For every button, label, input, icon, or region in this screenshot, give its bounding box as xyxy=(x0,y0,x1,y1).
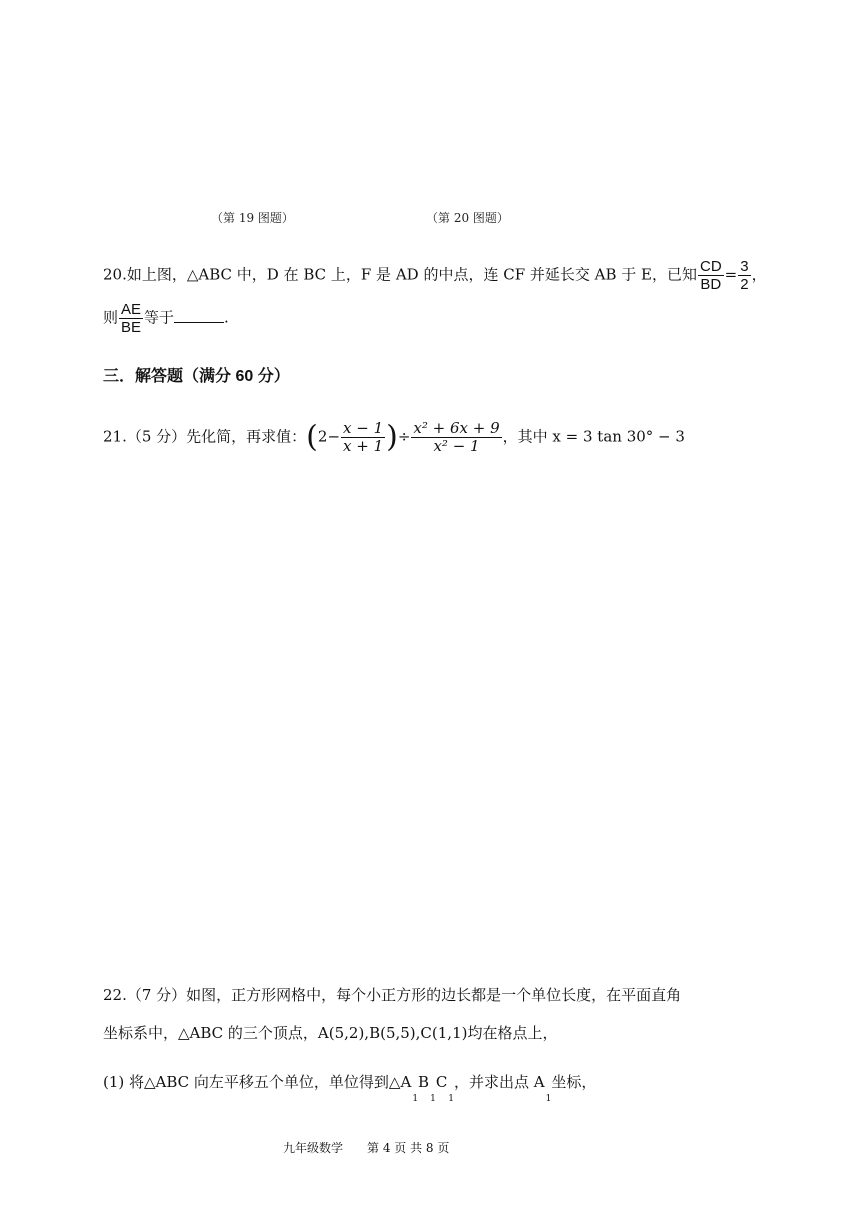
q21-prefix: 21.（5 分）先化简，再求值： xyxy=(103,427,307,446)
fraction-3-2 xyxy=(738,258,750,293)
fraction-denominator: x² − 1 xyxy=(433,437,480,455)
fraction-numerator: AE xyxy=(121,301,142,318)
vertex-c: C xyxy=(435,1073,448,1091)
q22-line3-b: ，并求出点 A xyxy=(454,1073,545,1091)
q22-line3-a: (1) 将△ABC 向左平移五个单位，单位得到△A xyxy=(103,1073,412,1091)
fraction-numerator: x² + 6x + 9 xyxy=(413,419,500,437)
right-paren: ) xyxy=(386,419,398,455)
equals-sign: = xyxy=(724,265,738,284)
figure-19-caption: （第 19 图题） xyxy=(211,211,294,225)
question-22-line3 xyxy=(103,1071,597,1104)
q20-text: 20.如上图，△ABC 中，D 在 BC 上，F 是 AD 的中点，连 CF 并延长交 AB 于 E，已知 xyxy=(103,265,697,284)
subscript: 1 xyxy=(430,1094,436,1104)
fraction-numerator: CD xyxy=(699,258,722,275)
fraction-ae-be xyxy=(119,301,143,336)
fraction-x-minus1-over-x-plus1 xyxy=(341,420,385,455)
q20-text-b: 等于 xyxy=(144,308,175,327)
fraction-denominator: 2 xyxy=(740,276,749,293)
figure-20-caption: （第 20 图题） xyxy=(426,211,509,225)
fraction-denominator: x + 1 xyxy=(343,437,384,455)
comma: ， xyxy=(751,265,767,284)
question-20-line1 xyxy=(103,258,767,293)
period: . xyxy=(224,308,229,327)
fraction-denominator: BE xyxy=(121,319,142,336)
fraction-cd-bd xyxy=(698,258,724,293)
minus-sign: − xyxy=(327,427,341,446)
question-20-line2 xyxy=(103,301,229,336)
fraction-numerator: 3 xyxy=(740,258,749,275)
q20-then: 则 xyxy=(103,308,119,327)
q22-line3-c: 坐标， xyxy=(551,1073,597,1091)
divide-sign: ÷ xyxy=(397,427,411,446)
section-3-heading: 三．解答题（满分 60 分） xyxy=(103,368,290,385)
page-footer: 九年级数学 第 4 页 共 8 页 xyxy=(283,1141,450,1155)
subscript: 1 xyxy=(448,1094,455,1104)
fraction-denominator: BD xyxy=(700,276,722,293)
question-22-line1: 22.（7 分）如图，正方形网格中，每个小正方形的边长都是一个单位长度，在平面直角 xyxy=(103,986,682,1004)
subscript: 1 xyxy=(545,1094,552,1104)
q21-two: 2 xyxy=(317,427,328,446)
subscript: 1 xyxy=(412,1094,419,1104)
question-22-line2: 坐标系中，△ABC 的三个顶点，A(5,2),B(5,5),C(1,1)均在格点上， xyxy=(103,1024,558,1042)
fraction-quadratics xyxy=(411,420,501,455)
answer-blank[interactable] xyxy=(174,308,224,323)
vertex-b: B xyxy=(418,1073,430,1091)
fraction-numerator: x − 1 xyxy=(343,419,384,437)
q21-suffix: ，其中 x = 3 tan 30° − 3 xyxy=(502,427,685,446)
left-paren: ( xyxy=(306,419,318,455)
question-21 xyxy=(103,420,685,455)
